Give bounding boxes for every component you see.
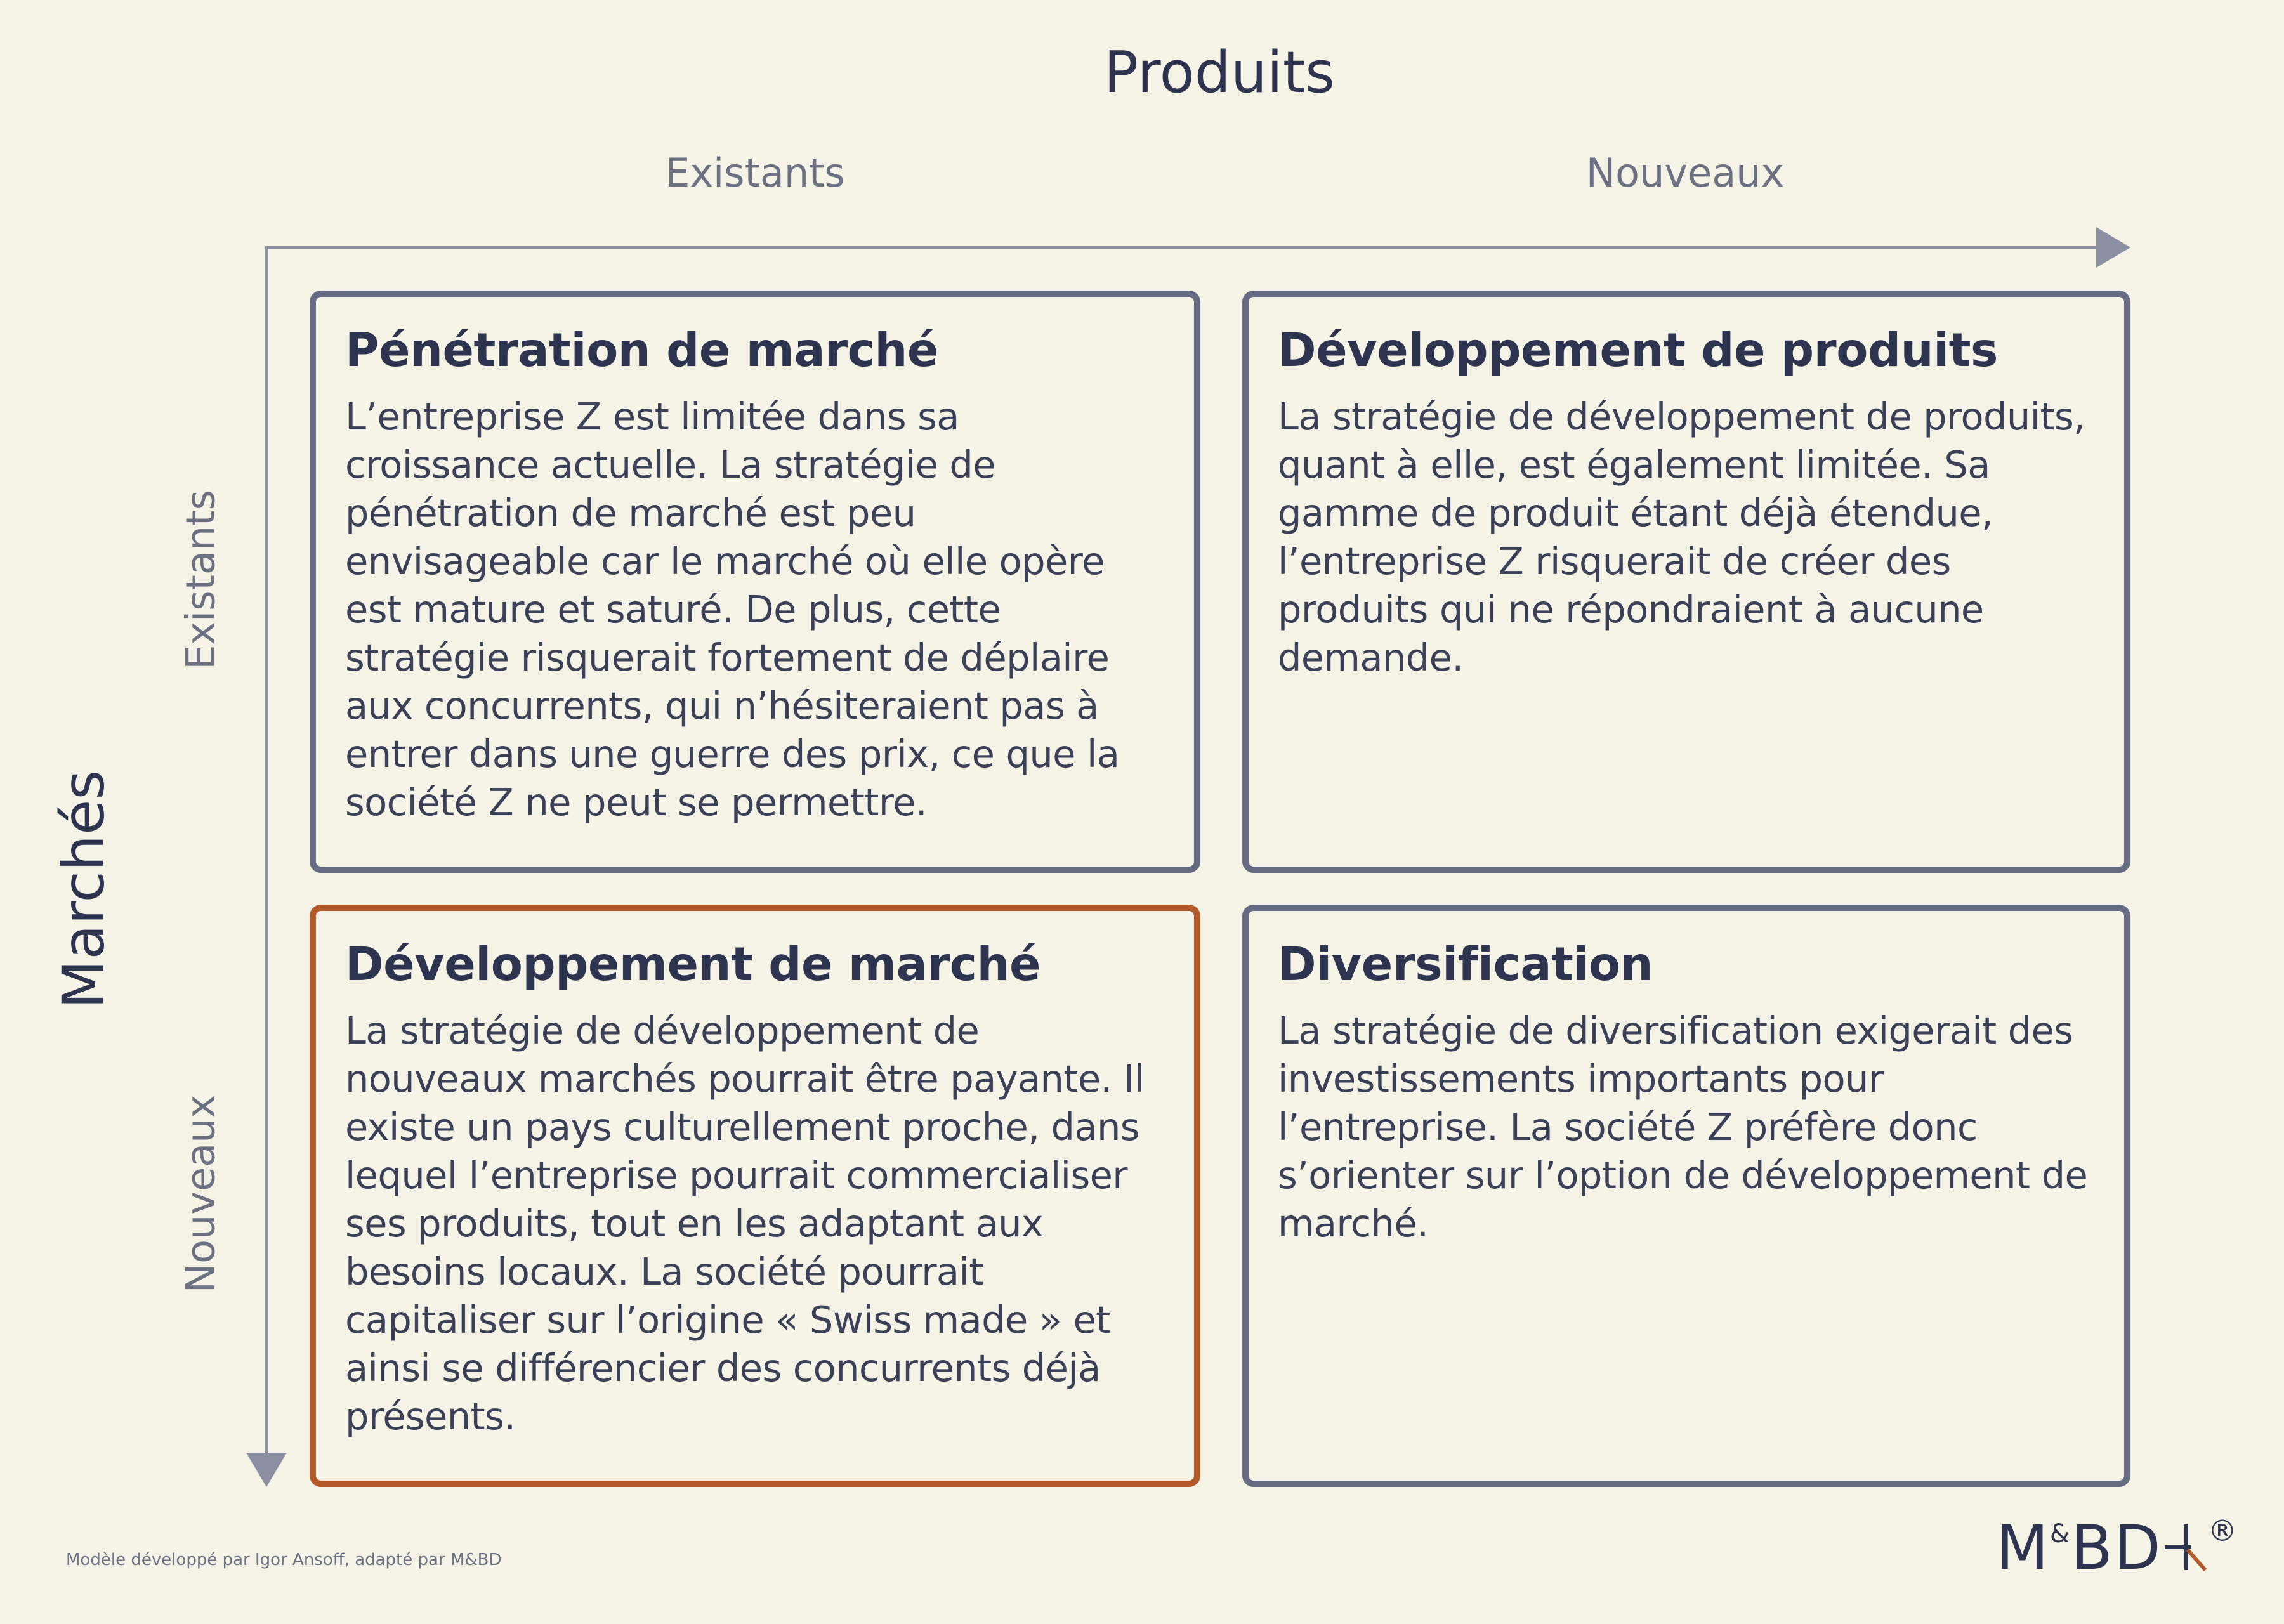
mbd-logo xyxy=(1996,1512,2238,1583)
quadrant-text: La stratégie de diversification exigerait des investissements importants pour l’entreprise. La société Z préfère donc s’orienter sur l’option de développement de marché. xyxy=(1278,1009,2088,1245)
row-label-new: Nouveaux xyxy=(177,1094,224,1293)
quadrant-market-penetration xyxy=(310,291,1200,873)
quadrant-title: Diversification xyxy=(1278,938,1653,992)
logo-bd: BD xyxy=(2071,1512,2162,1583)
quadrant-diversification xyxy=(1242,905,2130,1487)
quadrant-title: Pénétration de marché xyxy=(345,324,938,377)
logo-plus-icon xyxy=(2163,1522,2208,1573)
markets-axis-title: Marchés xyxy=(50,769,117,1009)
logo-ampersand: & xyxy=(2049,1519,2071,1549)
column-label-new: Nouveaux xyxy=(1585,150,1785,196)
products-axis-title: Produits xyxy=(1103,39,1336,106)
quadrant-title: Développement de marché xyxy=(345,938,1041,992)
quadrant-text: La stratégie de développement de nouveaux marchés pourrait être payante. Il existe un pays culturellement proche, dans lequel l’entreprise pourrait commercialiser ses produits, tout en les adaptant aux besoins locaux. La société pourrait capitaliser sur l’origine « Swiss made » et ainsi se différencier des concurrents déjà présents. xyxy=(345,1009,1145,1438)
horizontal-axis-arrowhead xyxy=(2096,227,2130,268)
quadrant-text: L’entreprise Z est limitée dans sa croissance actuelle. La stratégie de pénétration de marché est peu envisageable car le marché où elle opère est mature et saturé. De plus, cette stratégie risquerait fortement de déplaire aux concurrents, qui n’hésiteraient pas à entrer dans une guerre des prix, ce que la société Z ne peut se permettre. xyxy=(345,395,1120,824)
quadrant-product-development xyxy=(1242,291,2130,873)
credit-footnote: Modèle développé par Igor Ansoff, adapté par M&BD xyxy=(66,1550,502,1569)
column-label-existing: Existants xyxy=(665,150,845,196)
vertical-axis-arrowhead xyxy=(246,1453,287,1487)
row-label-existing: Existants xyxy=(177,490,224,670)
quadrant-title: Développement de produits xyxy=(1278,324,1998,377)
logo-registered-mark: ® xyxy=(2207,1514,2238,1548)
quadrant-text: La stratégie de développement de produits, quant à elle, est également limitée. Sa gamme de produit étant déjà étendue, l’entreprise Z risquerait de créer des produits qui ne répondraient à aucune demande. xyxy=(1278,395,2085,679)
quadrant-market-development xyxy=(310,905,1200,1487)
logo-m: M xyxy=(1996,1512,2050,1583)
